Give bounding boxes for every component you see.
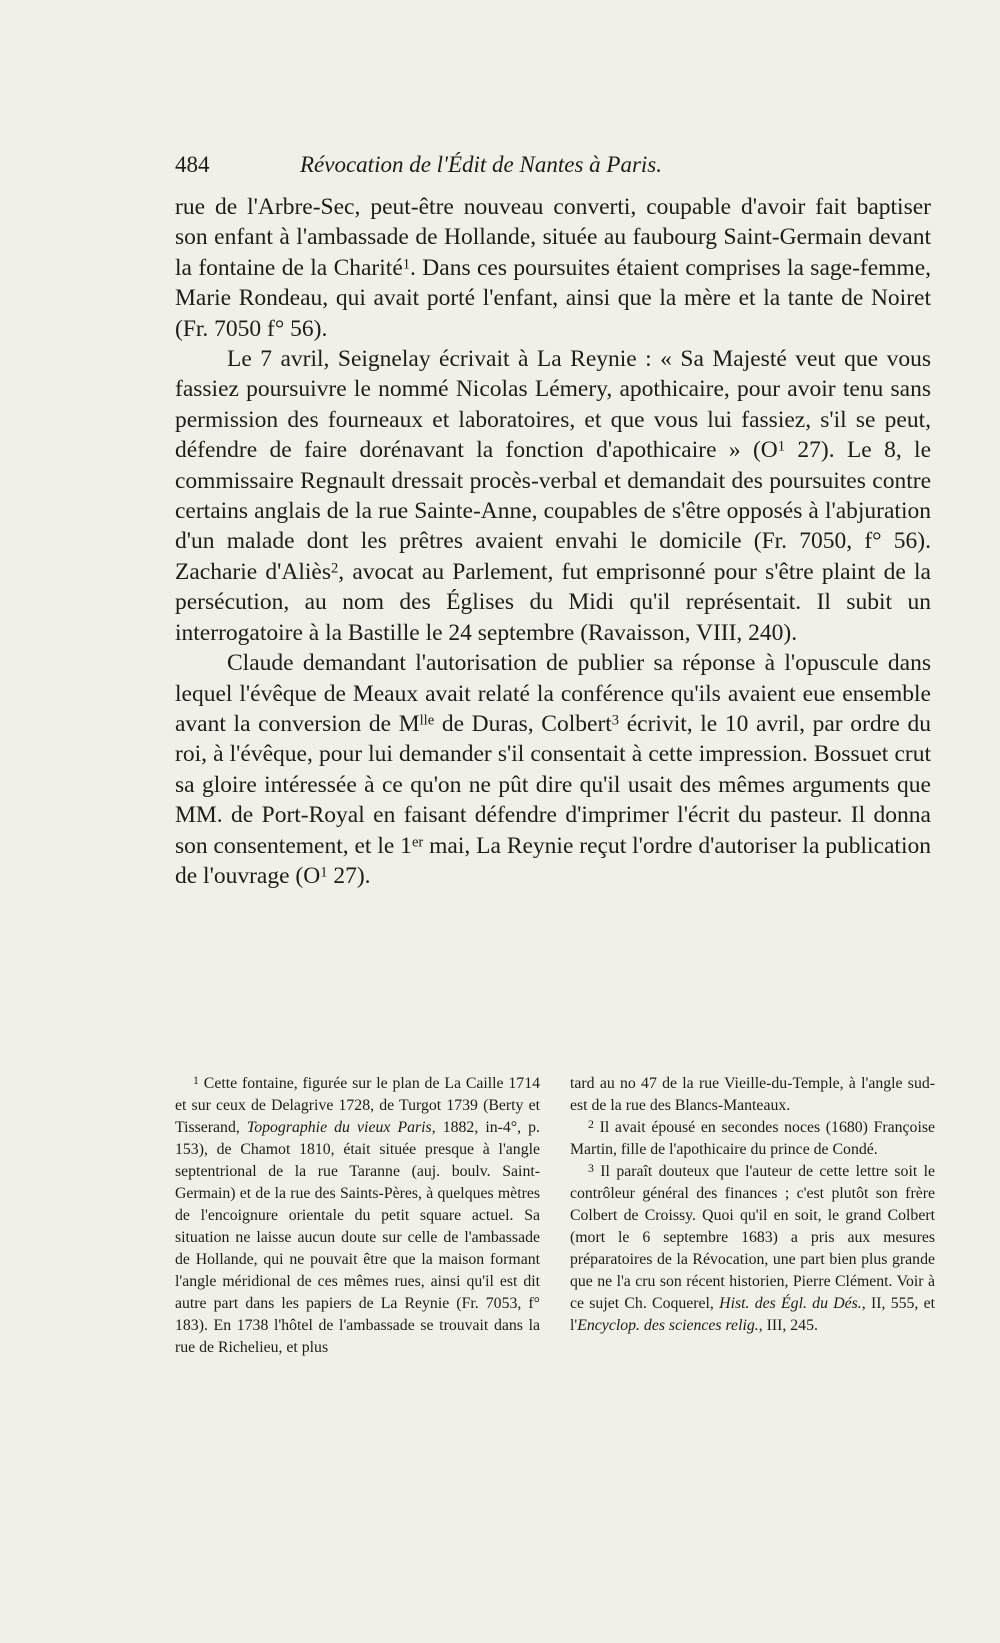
paragraph-2: Le 7 avril, Seignelay écrivait à La Reynie : « Sa Majesté veut que vous fassiez poursuivre le nommé Nicolas Lémery, apothicaire, pour avoir tenu sans permission des fourneaux et laboratoires, et que vous lui fassiez, s'il se peut, défendre de faire dorénavant la fonction d'apothicaire » ($O^1$ 27). Le 8, le commissaire Regnault dressait procès-verbal et demandait des poursuites contre certains anglais de la rue Sainte-Anne, coupables de s'être opposés à l'abjuration d'un malade dont les prêtres avaient envahi le domicile (Fr. 7050, f° 56). Zacharie d'Aliès$^2$, avocat au Parlement, fut emprisonné pour s'être plaint de la persécution, au nom des Églises du Midi qu'il représentait. Il subit un interrogatoire à la Bastille le 24 septembre (Ravaisson, VIII, 240). bbox=[175, 346, 931, 646]
running-title: Révocation de l'Édit de Nantes à Paris. bbox=[300, 152, 662, 177]
paragraph-3: Claude demandant l'autorisation de publier sa réponse à l'opuscule dans lequel l'évêque de Meaux avait relaté la conférence qu'ils avaient eue ensemble avant la conversion de $M^{lle}$ de Duras, Colbert$^3$ écrivit, le 10 avril, par ordre du roi, à l'évêque, pour lui demander s'il consentait à cette impression. Bossuet crut sa gloire intéressée à ce qu'on ne pût dire qu'il usait des mêmes arguments que MM. de Port-Royal en faisant défendre d'imprimer l'écrit du pasteur. Il donna son consentement, et le 1er mai, La Reynie reçut l'ordre d'autoriser la publication de l'ouvrage ($O^1$ 27). bbox=[175, 650, 931, 889]
footnote-2: $^2$ Il avait épousé en secondes noces (1680) Françoise Martin, fille de l'apothicaire du prince de Condé. bbox=[570, 1116, 935, 1158]
page-number: 484 bbox=[175, 152, 210, 177]
footnote-column-left bbox=[175, 1073, 540, 1359]
page-header bbox=[175, 152, 787, 182]
footnote-1: $^1$ Cette fontaine, figurée sur le plan de La Caille 1714 et sur ceux de Delagrive 1728, de Turgot 1739 (Berty et Tisserand, Topographie du vieux Paris, 1882, in-4°, p. 153), de Chamot 1810, était située presque à l'angle septentrional de la rue Taranne (auj. boulv. Saint-Germain) et de la rue des Saints-Pères, à quelques mètres de l'encoignure orientale du petit square actuel. Sa situation ne laisse aucun doute sur celle de l'ambassade de Hollande, qui ne pouvait être que la maison formant l'angle méridional de ces mêmes rues, ainsi qu'il est dit autre part dans les papiers de La Reynie (Fr. 7053, f° 183). En 1738 l'hôtel de l'ambassade se trouvait dans la rue de Richelieu, et plus bbox=[175, 1072, 541, 1356]
footnote-ref-1: 1 bbox=[402, 256, 411, 273]
paragraph-1: rue de l'Arbre-Sec, peut-être nouveau converti, coupable d'avoir fait baptiser son enfant à l'ambassade de Hollande, située au faubourg Saint-Germain devant la fontaine de la Charité$^1$. Dans ces poursuites étaient comprises la sage-femme, Marie Rondeau, qui avait porté l'enfant, ainsi que la mère et la tante de Noiret (Fr. 7050 f° 56). bbox=[175, 194, 932, 342]
footnote-3: $^3$ Il paraît douteux que l'auteur de cette lettre soit le contrôleur général des finances ; c'est plutôt son frère Colbert de Croissy. Quoi qu'il en soit, le grand Colbert (mort le 6 septembre 1683) a pris aux mesures préparatoires de la Révocation, une part bien plus grande que ne l'a cru son récent historien, Pierre Clément. Voir à ce sujet Ch. Coquerel, Hist. des Égl. du Dés., II, 555, et l'Encyclop. des sciences relig., III, 245. bbox=[570, 1160, 936, 1334]
footnotes bbox=[175, 1073, 935, 1359]
footnote-ref-2: 2 bbox=[330, 560, 339, 577]
footnote-ref-3: 3 bbox=[611, 712, 620, 729]
body-text bbox=[175, 192, 931, 891]
footnote-column-right bbox=[570, 1073, 935, 1359]
footnote-1-continued: tard au no 47 de la rue Vieille-du-Temple, à l'angle sud-est de la rue des Blancs-Manteaux. bbox=[570, 1075, 935, 1114]
